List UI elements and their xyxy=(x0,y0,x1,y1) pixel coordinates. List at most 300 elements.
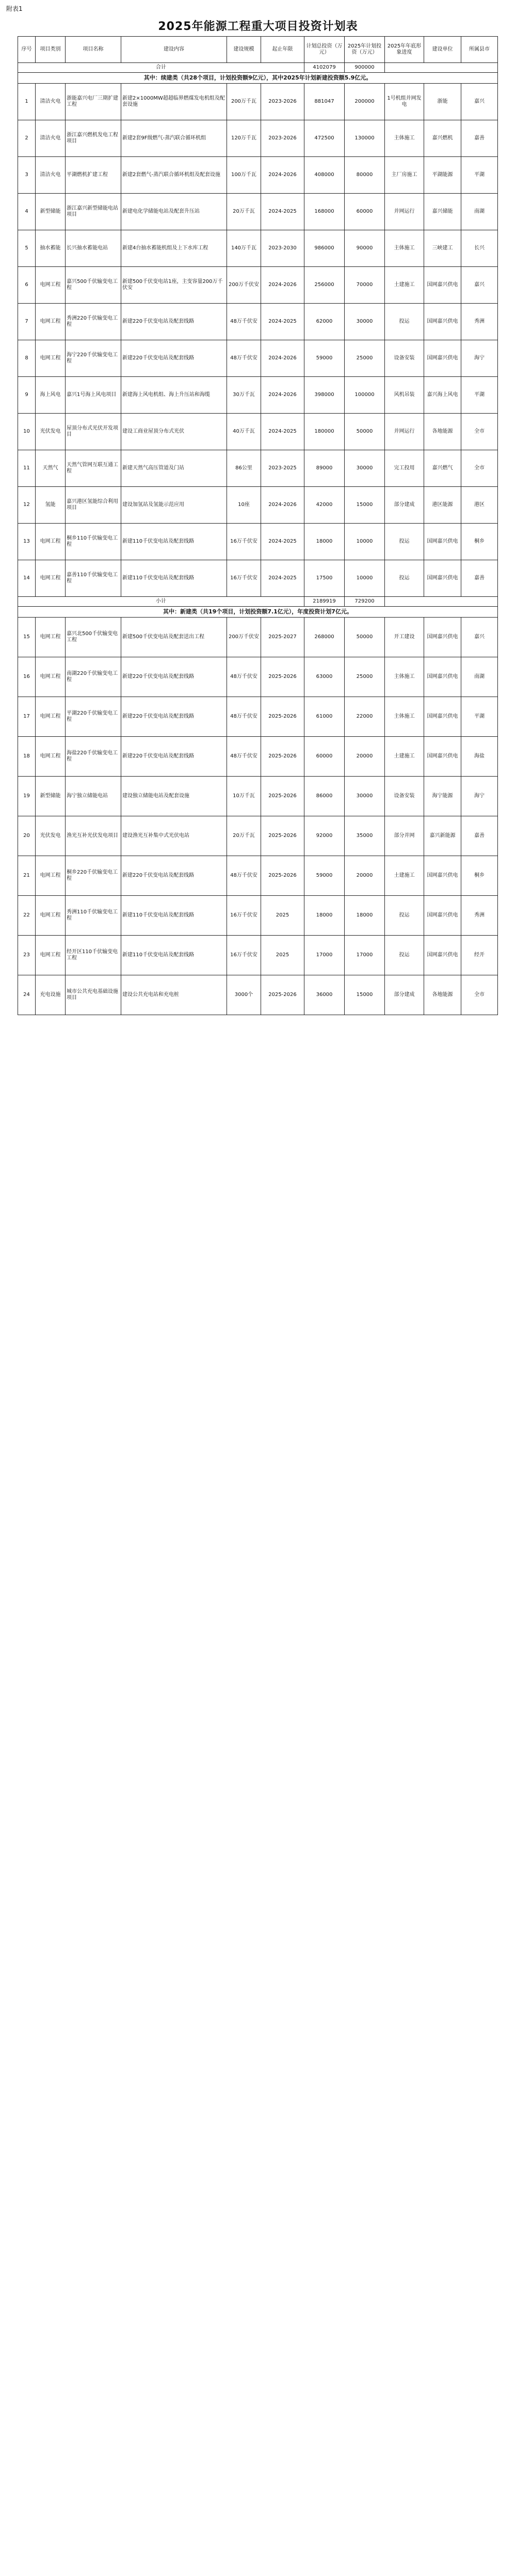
row-number: 3 xyxy=(18,157,36,194)
construction-unit: 国网嘉兴供电 xyxy=(424,267,461,304)
table-row xyxy=(18,524,498,560)
progress: 投运 xyxy=(385,936,424,975)
project-name: 经开区110千伏输变电工程 xyxy=(66,936,121,975)
construction-unit: 海宁能源 xyxy=(424,777,461,816)
construction-content: 新建500千伏变电站1座，主变容量200万千伏安 xyxy=(121,267,227,304)
project-years: 2024-2026 xyxy=(261,157,304,194)
project-years: 2025-2026 xyxy=(261,737,304,777)
construction-scale: 48万千伏安 xyxy=(227,856,261,896)
summary-plan-investment: 729200 xyxy=(345,597,385,607)
row-number: 6 xyxy=(18,267,36,304)
county-city: 全市 xyxy=(461,450,498,487)
construction-unit: 国网嘉兴供电 xyxy=(424,340,461,377)
construction-unit: 国网嘉兴供电 xyxy=(424,657,461,697)
section-heading-row xyxy=(18,73,498,84)
summary-row xyxy=(18,597,498,607)
project-category: 氢能 xyxy=(36,487,66,524)
construction-content: 新建220千伏变电站及配套线路 xyxy=(121,657,227,697)
table-row xyxy=(18,487,498,524)
total-investment: 86000 xyxy=(304,777,345,816)
project-name: 嘉善110千伏输变电工程 xyxy=(66,560,121,597)
construction-content: 新建110千伏变电站及配套线路 xyxy=(121,560,227,597)
construction-scale: 86公里 xyxy=(227,450,261,487)
row-number: 1 xyxy=(18,84,36,120)
row-number: 8 xyxy=(18,340,36,377)
project-category: 电网工程 xyxy=(36,936,66,975)
table-row xyxy=(18,657,498,697)
construction-content: 新建220千伏变电站及配套线路 xyxy=(121,856,227,896)
annual-plan-investment: 200000 xyxy=(345,84,385,120)
county-city: 港区 xyxy=(461,487,498,524)
project-category: 光伏发电 xyxy=(36,414,66,450)
project-years: 2024-2026 xyxy=(261,487,304,524)
annual-plan-investment: 50000 xyxy=(345,414,385,450)
project-name: 长兴抽水蓄能电站 xyxy=(66,230,121,267)
row-number: 18 xyxy=(18,737,36,777)
construction-content: 新建220千伏变电站及配套线路 xyxy=(121,304,227,340)
project-table xyxy=(18,36,498,1015)
annual-plan-investment: 130000 xyxy=(345,120,385,157)
progress: 土建施工 xyxy=(385,737,424,777)
header-cell: 建设单位 xyxy=(424,37,461,63)
row-number: 14 xyxy=(18,560,36,597)
construction-scale: 16万千伏安 xyxy=(227,560,261,597)
progress: 主体施工 xyxy=(385,120,424,157)
total-investment: 256000 xyxy=(304,267,345,304)
county-city: 嘉兴 xyxy=(461,618,498,657)
total-investment: 472500 xyxy=(304,120,345,157)
construction-content: 新建电化学储能电站及配套升压站 xyxy=(121,194,227,230)
row-number: 16 xyxy=(18,657,36,697)
construction-content: 新建2×1000MW超超临界燃煤发电机组及配套设施 xyxy=(121,84,227,120)
progress: 设备安装 xyxy=(385,777,424,816)
project-category: 电网工程 xyxy=(36,737,66,777)
construction-scale: 48万千伏安 xyxy=(227,657,261,697)
construction-scale: 3000个 xyxy=(227,975,261,1015)
construction-scale: 140万千瓦 xyxy=(227,230,261,267)
project-category: 光伏发电 xyxy=(36,816,66,856)
construction-content: 新建110千伏变电站及配套线路 xyxy=(121,896,227,936)
total-investment: 42000 xyxy=(304,487,345,524)
progress: 部分建成 xyxy=(385,975,424,1015)
annual-plan-investment: 80000 xyxy=(345,157,385,194)
project-years: 2024-2025 xyxy=(261,560,304,597)
total-investment: 89000 xyxy=(304,450,345,487)
construction-unit: 国网嘉兴供电 xyxy=(424,896,461,936)
annual-plan-investment: 25000 xyxy=(345,340,385,377)
project-years: 2023-2026 xyxy=(261,84,304,120)
row-number: 11 xyxy=(18,450,36,487)
total-investment: 61000 xyxy=(304,697,345,737)
total-investment: 180000 xyxy=(304,414,345,450)
table-row xyxy=(18,304,498,340)
county-city: 嘉善 xyxy=(461,816,498,856)
total-investment: 17500 xyxy=(304,560,345,597)
construction-unit: 嘉兴海上风电 xyxy=(424,377,461,414)
project-name: 浙能嘉兴电厂三期扩建工程 xyxy=(66,84,121,120)
header-cell: 所属县市 xyxy=(461,37,498,63)
progress: 风机吊装 xyxy=(385,377,424,414)
total-investment: 398000 xyxy=(304,377,345,414)
construction-unit: 国网嘉兴供电 xyxy=(424,524,461,560)
total-investment: 60000 xyxy=(304,737,345,777)
construction-content: 新建天然气高压管道及门站 xyxy=(121,450,227,487)
project-category: 电网工程 xyxy=(36,896,66,936)
project-years: 2024-2025 xyxy=(261,194,304,230)
project-category: 电网工程 xyxy=(36,657,66,697)
progress: 主体施工 xyxy=(385,697,424,737)
project-years: 2023-2025 xyxy=(261,450,304,487)
annual-plan-investment: 70000 xyxy=(345,267,385,304)
annual-plan-investment: 50000 xyxy=(345,618,385,657)
construction-scale: 200万千伏安 xyxy=(227,267,261,304)
summary-label: 小计 xyxy=(18,597,304,607)
county-city: 经开 xyxy=(461,936,498,975)
project-category: 电网工程 xyxy=(36,340,66,377)
progress: 并网运行 xyxy=(385,194,424,230)
project-category: 清洁火电 xyxy=(36,84,66,120)
construction-unit: 嘉兴燃气 xyxy=(424,450,461,487)
annual-plan-investment: 15000 xyxy=(345,487,385,524)
table-row xyxy=(18,157,498,194)
construction-content: 新建2套燃气-蒸汽联合循环机组及配套设施 xyxy=(121,157,227,194)
construction-content: 新建2套9F级燃气-蒸汽联合循环机组 xyxy=(121,120,227,157)
construction-content: 新建4台抽水蓄能机组及上下水库工程 xyxy=(121,230,227,267)
summary-plan-investment: 900000 xyxy=(345,63,385,73)
header-cell: 序号 xyxy=(18,37,36,63)
progress: 部分建成 xyxy=(385,487,424,524)
row-number: 23 xyxy=(18,936,36,975)
table-row xyxy=(18,816,498,856)
table-row xyxy=(18,414,498,450)
annual-plan-investment: 25000 xyxy=(345,657,385,697)
row-number: 22 xyxy=(18,896,36,936)
row-number: 10 xyxy=(18,414,36,450)
row-number: 5 xyxy=(18,230,36,267)
construction-scale: 48万千伏安 xyxy=(227,340,261,377)
project-years: 2024-2025 xyxy=(261,414,304,450)
construction-scale: 48万千伏安 xyxy=(227,697,261,737)
total-investment: 92000 xyxy=(304,816,345,856)
total-investment: 408000 xyxy=(304,157,345,194)
construction-unit: 嘉兴燃机 xyxy=(424,120,461,157)
row-number: 7 xyxy=(18,304,36,340)
progress: 投运 xyxy=(385,896,424,936)
construction-content: 新建海上风电机组、海上升压站和海缆 xyxy=(121,377,227,414)
header-cell: 项目名称 xyxy=(66,37,121,63)
county-city: 桐乡 xyxy=(461,856,498,896)
construction-content: 新建220千伏变电站及配套线路 xyxy=(121,737,227,777)
construction-unit: 国网嘉兴供电 xyxy=(424,618,461,657)
project-name: 嘉兴港区氢能综合利用项目 xyxy=(66,487,121,524)
project-category: 电网工程 xyxy=(36,856,66,896)
construction-unit: 嘉兴新能源 xyxy=(424,816,461,856)
summary-total-investment: 2189919 xyxy=(304,597,345,607)
header-cell: 项目类别 xyxy=(36,37,66,63)
table-row xyxy=(18,377,498,414)
construction-content: 新建500千伏变电站及配套送出工程 xyxy=(121,618,227,657)
construction-unit: 各地能源 xyxy=(424,975,461,1015)
annual-plan-investment: 20000 xyxy=(345,856,385,896)
project-years: 2023-2030 xyxy=(261,230,304,267)
county-city: 嘉兴 xyxy=(461,84,498,120)
summary-label: 合计 xyxy=(18,63,304,73)
construction-content: 建设工商业屋顶分布式光伏 xyxy=(121,414,227,450)
county-city: 海宁 xyxy=(461,340,498,377)
total-investment: 62000 xyxy=(304,304,345,340)
progress: 投运 xyxy=(385,560,424,597)
county-city: 海宁 xyxy=(461,777,498,816)
project-years: 2024-2026 xyxy=(261,340,304,377)
summary-empty-cell xyxy=(385,63,498,73)
construction-scale: 20万千瓦 xyxy=(227,194,261,230)
project-years: 2023-2026 xyxy=(261,120,304,157)
county-city: 嘉兴 xyxy=(461,267,498,304)
project-years: 2025-2026 xyxy=(261,816,304,856)
project-category: 新型储能 xyxy=(36,777,66,816)
annual-plan-investment: 20000 xyxy=(345,737,385,777)
annual-plan-investment: 17000 xyxy=(345,936,385,975)
project-category: 清洁火电 xyxy=(36,157,66,194)
table-row xyxy=(18,267,498,304)
total-investment: 36000 xyxy=(304,975,345,1015)
annual-plan-investment: 10000 xyxy=(345,524,385,560)
project-category: 电网工程 xyxy=(36,560,66,597)
county-city: 平湖 xyxy=(461,157,498,194)
project-years: 2025-2026 xyxy=(261,657,304,697)
project-category: 清洁火电 xyxy=(36,120,66,157)
construction-unit: 国网嘉兴供电 xyxy=(424,560,461,597)
project-name: 海宁独立储能电站 xyxy=(66,777,121,816)
section-heading: 其中：新建类（共19个项目，计划投资额7.1亿元），年度投资计划7亿元。 xyxy=(18,607,498,618)
row-number: 13 xyxy=(18,524,36,560)
row-number: 12 xyxy=(18,487,36,524)
county-city: 桐乡 xyxy=(461,524,498,560)
county-city: 全市 xyxy=(461,414,498,450)
project-years: 2024-2026 xyxy=(261,267,304,304)
construction-scale: 40万千瓦 xyxy=(227,414,261,450)
table-body xyxy=(18,63,498,1015)
project-category: 海上风电 xyxy=(36,377,66,414)
total-investment: 168000 xyxy=(304,194,345,230)
annual-plan-investment: 90000 xyxy=(345,230,385,267)
project-name: 桐乡110千伏输变电工程 xyxy=(66,524,121,560)
project-category: 抽水蓄能 xyxy=(36,230,66,267)
construction-scale: 16万千伏安 xyxy=(227,524,261,560)
construction-unit: 嘉兴储能 xyxy=(424,194,461,230)
row-number: 21 xyxy=(18,856,36,896)
table-row xyxy=(18,340,498,377)
construction-scale: 16万千伏安 xyxy=(227,896,261,936)
header-cell: 2025年计划投资（万元） xyxy=(345,37,385,63)
progress: 1号机组并网发电 xyxy=(385,84,424,120)
progress: 投运 xyxy=(385,524,424,560)
construction-content: 新建110千伏变电站及配套线路 xyxy=(121,524,227,560)
table-row xyxy=(18,618,498,657)
project-years: 2024-2026 xyxy=(261,377,304,414)
project-years: 2024-2025 xyxy=(261,524,304,560)
annual-plan-investment: 18000 xyxy=(345,896,385,936)
project-name: 南湖220千伏输变电工程 xyxy=(66,657,121,697)
project-name: 秀洲110千伏输变电工程 xyxy=(66,896,121,936)
construction-unit: 国网嘉兴供电 xyxy=(424,936,461,975)
project-name: 浙江嘉兴燃机发电工程项目 xyxy=(66,120,121,157)
row-number: 2 xyxy=(18,120,36,157)
total-investment: 17000 xyxy=(304,936,345,975)
project-category: 充电设施 xyxy=(36,975,66,1015)
construction-content: 新建220千伏变电站及配套线路 xyxy=(121,340,227,377)
page-title: 2025年能源工程重大项目投资计划表 xyxy=(158,20,358,33)
annual-plan-investment: 30000 xyxy=(345,777,385,816)
row-number: 17 xyxy=(18,697,36,737)
progress: 主厂房施工 xyxy=(385,157,424,194)
progress: 土建施工 xyxy=(385,267,424,304)
construction-content: 建设渔光互补集中式光伏电站 xyxy=(121,816,227,856)
progress: 完工投用 xyxy=(385,450,424,487)
project-years: 2025 xyxy=(261,936,304,975)
county-city: 秀洲 xyxy=(461,896,498,936)
table-row xyxy=(18,450,498,487)
table-row xyxy=(18,936,498,975)
table-row xyxy=(18,194,498,230)
construction-unit: 三峡建工 xyxy=(424,230,461,267)
annual-plan-investment: 30000 xyxy=(345,450,385,487)
progress: 投运 xyxy=(385,304,424,340)
construction-unit: 平湖能源 xyxy=(424,157,461,194)
progress: 部分并网 xyxy=(385,816,424,856)
construction-scale: 30万千瓦 xyxy=(227,377,261,414)
row-number: 4 xyxy=(18,194,36,230)
construction-scale: 16万千伏安 xyxy=(227,936,261,975)
construction-scale: 200万千瓦 xyxy=(227,84,261,120)
project-name: 秀洲220千伏输变电工程 xyxy=(66,304,121,340)
project-category: 新型储能 xyxy=(36,194,66,230)
table-row xyxy=(18,560,498,597)
project-name: 海宁220千伏输变电工程 xyxy=(66,340,121,377)
county-city: 海盐 xyxy=(461,737,498,777)
row-number: 9 xyxy=(18,377,36,414)
construction-content: 建设加氢站及氢能示范应用 xyxy=(121,487,227,524)
total-investment: 268000 xyxy=(304,618,345,657)
summary-total-investment: 4102079 xyxy=(304,63,345,73)
construction-unit: 浙能 xyxy=(424,84,461,120)
project-name: 天然气管网互联互通工程 xyxy=(66,450,121,487)
project-name: 海盐220千伏输变电工程 xyxy=(66,737,121,777)
construction-unit: 国网嘉兴供电 xyxy=(424,737,461,777)
total-investment: 881047 xyxy=(304,84,345,120)
annual-plan-investment: 22000 xyxy=(345,697,385,737)
table-row xyxy=(18,737,498,777)
project-category: 电网工程 xyxy=(36,304,66,340)
table-row xyxy=(18,697,498,737)
county-city: 嘉善 xyxy=(461,120,498,157)
table-row xyxy=(18,975,498,1015)
row-number: 15 xyxy=(18,618,36,657)
construction-unit: 国网嘉兴供电 xyxy=(424,697,461,737)
row-number: 19 xyxy=(18,777,36,816)
project-category: 电网工程 xyxy=(36,524,66,560)
total-investment: 63000 xyxy=(304,657,345,697)
project-name: 平湖燃机扩建工程 xyxy=(66,157,121,194)
construction-scale: 48万千伏安 xyxy=(227,737,261,777)
construction-unit: 国网嘉兴供电 xyxy=(424,856,461,896)
row-number: 20 xyxy=(18,816,36,856)
project-name: 屋顶分布式光伏开发项目 xyxy=(66,414,121,450)
project-name: 城市公共充电基础设施项目 xyxy=(66,975,121,1015)
construction-content: 建设独立储能电站及配套设施 xyxy=(121,777,227,816)
header-cell: 建设内容 xyxy=(121,37,227,63)
project-years: 2025 xyxy=(261,896,304,936)
project-years: 2025-2026 xyxy=(261,975,304,1015)
progress: 开工建设 xyxy=(385,618,424,657)
construction-unit: 国网嘉兴供电 xyxy=(424,304,461,340)
progress: 主体施工 xyxy=(385,230,424,267)
header-cell: 2025年年底形象进度 xyxy=(385,37,424,63)
construction-scale: 10万千瓦 xyxy=(227,777,261,816)
project-category: 电网工程 xyxy=(36,697,66,737)
construction-content: 新建110千伏变电站及配套线路 xyxy=(121,936,227,975)
county-city: 秀洲 xyxy=(461,304,498,340)
summary-empty-cell xyxy=(385,597,498,607)
project-name: 平湖220千伏输变电工程 xyxy=(66,697,121,737)
construction-unit: 港区能源 xyxy=(424,487,461,524)
construction-content: 新建220千伏变电站及配套线路 xyxy=(121,697,227,737)
project-name: 桐乡220千伏输变电工程 xyxy=(66,856,121,896)
header-cell: 建设规模 xyxy=(227,37,261,63)
county-city: 南湖 xyxy=(461,657,498,697)
annual-plan-investment: 60000 xyxy=(345,194,385,230)
project-years: 2025-2026 xyxy=(261,777,304,816)
project-years: 2025-2027 xyxy=(261,618,304,657)
section-heading: 其中：续建类（共28个项目，计划投资额9亿元），其中2025年计划新建投资额5.9亿元。 xyxy=(18,73,498,84)
table-row xyxy=(18,84,498,120)
project-name: 嘉兴1号海上风电项目 xyxy=(66,377,121,414)
project-name: 嘉兴北500千伏输变电工程 xyxy=(66,618,121,657)
construction-scale: 48万千伏安 xyxy=(227,304,261,340)
progress: 并网运行 xyxy=(385,414,424,450)
project-name: 浙江嘉兴新型储能电站项目 xyxy=(66,194,121,230)
project-category: 天然气 xyxy=(36,450,66,487)
project-years: 2025-2026 xyxy=(261,697,304,737)
construction-scale: 100万千瓦 xyxy=(227,157,261,194)
header-cell: 起止年限 xyxy=(261,37,304,63)
total-investment: 59000 xyxy=(304,856,345,896)
table-row xyxy=(18,120,498,157)
construction-scale: 20万千瓦 xyxy=(227,816,261,856)
project-years: 2024-2025 xyxy=(261,304,304,340)
section-heading-row xyxy=(18,607,498,618)
county-city: 平湖 xyxy=(461,377,498,414)
table-row xyxy=(18,230,498,267)
total-investment: 59000 xyxy=(304,340,345,377)
header-cell: 计划总投资（万元） xyxy=(304,37,345,63)
construction-scale: 200万千伏安 xyxy=(227,618,261,657)
annual-plan-investment: 100000 xyxy=(345,377,385,414)
progress: 主体施工 xyxy=(385,657,424,697)
table-row xyxy=(18,856,498,896)
construction-content: 建设公共充电站和充电桩 xyxy=(121,975,227,1015)
county-city: 全市 xyxy=(461,975,498,1015)
project-category: 电网工程 xyxy=(36,267,66,304)
project-name: 嘉兴500千伏输变电工程 xyxy=(66,267,121,304)
county-city: 嘉善 xyxy=(461,560,498,597)
project-category: 电网工程 xyxy=(36,618,66,657)
progress: 设备安装 xyxy=(385,340,424,377)
total-investment: 986000 xyxy=(304,230,345,267)
table-row xyxy=(18,896,498,936)
construction-scale: 120万千瓦 xyxy=(227,120,261,157)
row-number: 24 xyxy=(18,975,36,1015)
